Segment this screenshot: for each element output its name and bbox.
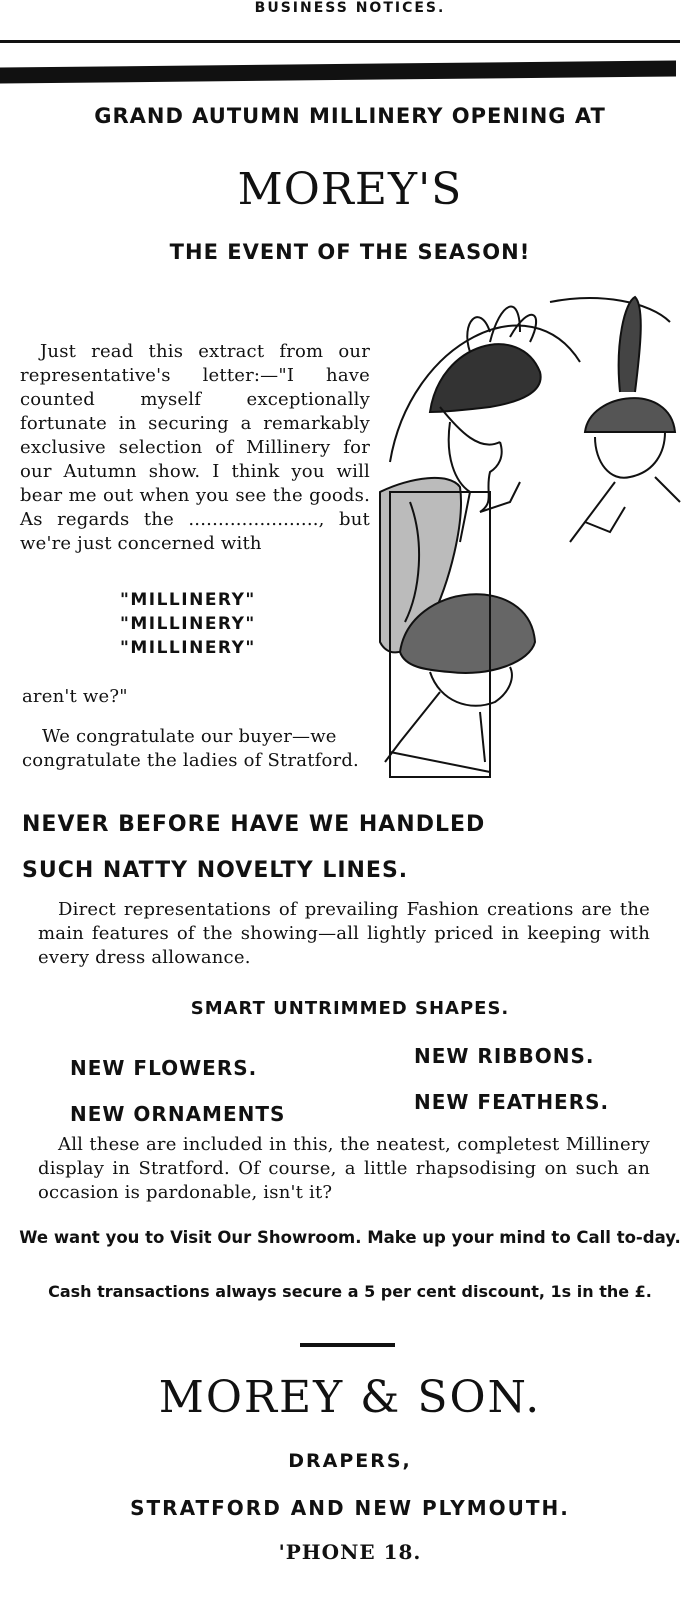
header-rule-thin [0,40,680,43]
visit-showroom-line: We want you to Visit Our Showroom. Make up your mind to Call to-day. [19,1228,681,1247]
item-new-ornaments: NEW ORNAMENTS [70,1102,286,1126]
header-rule-thick [0,60,676,83]
cash-discount-line: Cash transactions always secure a 5 per cent discount, 1s in the £. [48,1282,652,1301]
intro-paragraph: Just read this extract from our representative's letter:—"I have counted myself exceptionally fortunate in securing a remarkably exclusive selection of Millinery for our Autumn show. I think you will bear me out when you see the goods. As regards the ......................, but we're just concerned with [20,341,370,554]
footer-rule [300,1343,395,1347]
footer-locations: STRATFORD AND NEW PLYMOUTH. [130,1496,570,1520]
novelty-lines-line: SUCH NATTY NOVELTY LINES. [22,858,409,883]
millinery-line-3: "MILLINERY" [120,638,256,658]
millinery-line-1: "MILLINERY" [120,590,256,610]
smart-shapes-line: SMART UNTRIMMED SHAPES. [190,998,510,1019]
congrats-paragraph: We congratulate our buyer—we congratulate the ladies of Stratford. [22,726,359,771]
section-header: BUSINESS NOTICES. [254,0,446,16]
item-new-ribbons: NEW RIBBONS. [414,1044,595,1068]
millinery-illustration [370,282,690,780]
headline-event: THE EVENT OF THE SEASON! [169,240,531,264]
footer-phone: 'PHONE 18. [278,1540,422,1564]
footer-store-name: MOREY & SON. [158,1372,542,1423]
item-new-feathers: NEW FEATHERS. [414,1090,610,1114]
store-name: MOREY'S [237,164,463,215]
millinery-line-2: "MILLINERY" [120,614,256,634]
never-before-line: NEVER BEFORE HAVE WE HANDLED [22,812,486,837]
headline-opening: GRAND AUTUMN MILLINERY OPENING AT [94,104,606,128]
arent-we-line: aren't we?" [22,686,128,707]
all-these-paragraph: All these are included in this, the neatest, completest Millinery display in Stratford. Of course, a little rhapsodising on such an occasion is pardonable, isn't it? [38,1134,650,1203]
footer-trade: DRAPERS, [288,1450,412,1472]
direct-paragraph: Direct representations of prevailing Fashion creations are the main features of the showing—all lightly priced in keeping with every dress allowance. [38,899,650,968]
item-new-flowers: NEW FLOWERS. [70,1056,258,1080]
